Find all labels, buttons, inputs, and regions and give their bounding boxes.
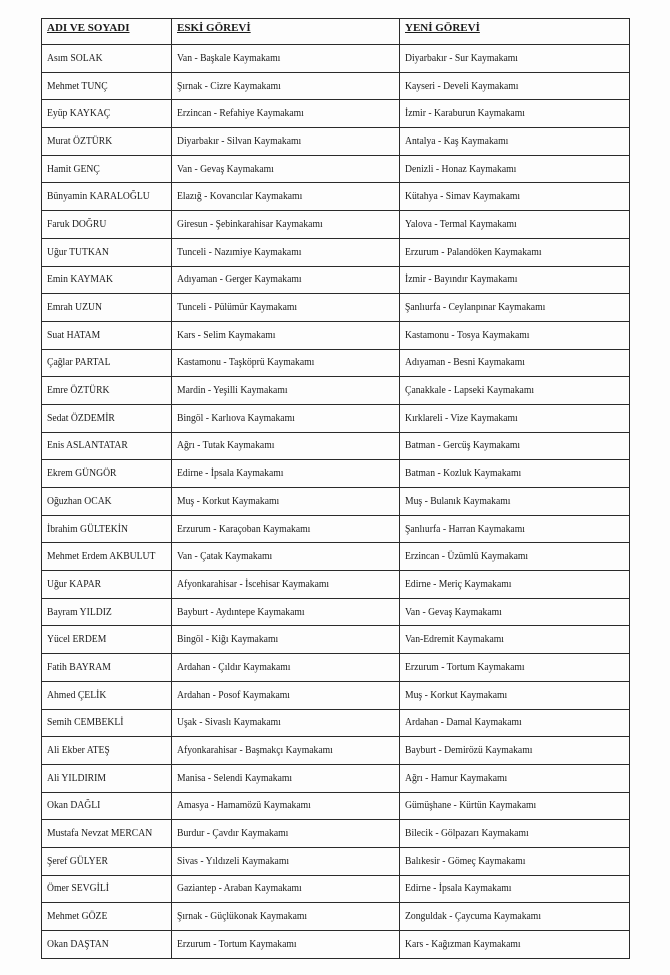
table-row [42,432,630,460]
cell-name [42,238,172,266]
cell-old-post-text: Ardahan - Posof Kaymakamı [177,689,290,701]
cell-new-post-text: Batman - Gercüş Kaymakamı [405,440,521,452]
cell-old-post-text: Kastamonu - Taşköprü Kaymakamı [177,357,315,369]
table-header-row [42,19,630,45]
table-row [42,626,630,654]
cell-old-post [172,792,400,820]
cell-old-post [172,654,400,682]
cell-new-post [400,432,630,460]
cell-old-post [172,183,400,211]
cell-name [42,460,172,488]
cell-old-post [172,349,400,377]
cell-old-post-text: Erzincan - Refahiye Kaymakamı [177,108,304,120]
cell-old-post-text: Tunceli - Nazımiye Kaymakamı [177,246,302,258]
header-name: ADI VE SOYADI [42,19,172,45]
cell-old-post-text: Amasya - Hamamözü Kaymakamı [177,800,311,812]
cell-name [42,681,172,709]
cell-old-post-text: Manisa - Selendi Kaymakamı [177,772,293,784]
cell-new-post [400,875,630,903]
cell-name-text: Uğur TUTKAN [47,246,109,258]
cell-new-post-text: Edirne - Meriç Kaymakamı [405,578,512,590]
cell-new-post [400,349,630,377]
cell-old-post-text: Afyonkarahisar - Başmakçı Kaymakamı [177,745,333,757]
cell-new-post [400,155,630,183]
table-row [42,598,630,626]
cell-new-post-text: Edirne - İpsala Kaymakamı [405,883,512,895]
cell-name-text: Eyüp KAYKAÇ [47,108,111,120]
table-row [42,792,630,820]
cell-new-post-text: Denizli - Honaz Kaymakamı [405,163,517,175]
cell-new-post-text: Zonguldak - Çaycuma Kaymakamı [405,911,542,923]
cell-new-post-text: Bilecik - Gölpazarı Kaymakamı [405,828,529,840]
cell-new-post [400,488,630,516]
cell-name [42,432,172,460]
cell-new-post [400,571,630,599]
cell-old-post [172,515,400,543]
cell-name [42,654,172,682]
table-row [42,155,630,183]
cell-name-text: Uğur KAPAR [47,578,102,590]
cell-old-post [172,571,400,599]
cell-name [42,737,172,765]
cell-new-post [400,737,630,765]
cell-new-post [400,847,630,875]
cell-new-post [400,709,630,737]
table-row [42,72,630,100]
table-row [42,875,630,903]
cell-old-post-text: Burdur - Çavdır Kaymakamı [177,828,289,840]
cell-new-post [400,626,630,654]
cell-old-post [172,709,400,737]
cell-old-post-text: Uşak - Sivaslı Kaymakamı [177,717,281,729]
table-row [42,211,630,239]
cell-name-text: Ahmed ÇELİK [47,689,107,701]
header-old-post: ESKİ GÖREVİ [172,19,400,45]
cell-new-post-text: Ardahan - Damal Kaymakamı [405,717,522,729]
cell-name-text: Ekrem GÜNGÖR [47,468,117,480]
table-row [42,847,630,875]
cell-old-post [172,432,400,460]
cell-old-post-text: Bayburt - Aydıntepe Kaymakamı [177,606,305,618]
cell-old-post [172,764,400,792]
cell-old-post-text: Ağrı - Tutak Kaymakamı [177,440,275,452]
cell-name-text: Faruk DOĞRU [47,218,107,230]
cell-new-post-text: Kırklareli - Vize Kaymakamı [405,412,518,424]
cell-new-post-text: Antalya - Kaş Kaymakamı [405,135,509,147]
cell-new-post-text: Erzurum - Palandöken Kaymakamı [405,246,542,258]
cell-old-post-text: Tunceli - Pülümür Kaymakamı [177,302,298,314]
cell-new-post-text: Çanakkale - Lapseki Kaymakamı [405,385,535,397]
cell-old-post [172,72,400,100]
cell-new-post [400,543,630,571]
cell-new-post [400,294,630,322]
cell-new-post-text: Kars - Kağızman Kaymakamı [405,938,521,950]
cell-old-post [172,460,400,488]
cell-name [42,72,172,100]
table-body [42,45,630,959]
table-row [42,820,630,848]
cell-new-post [400,681,630,709]
cell-name [42,377,172,405]
cell-name [42,847,172,875]
cell-old-post [172,626,400,654]
cell-name-text: İbrahim GÜLTEKİN [47,523,128,535]
cell-old-post-text: Afyonkarahisar - İscehisar Kaymakamı [177,578,330,590]
cell-name-text: Bayram YILDIZ [47,606,112,618]
cell-new-post [400,266,630,294]
cell-name-text: Mustafa Nevzat MERCAN [47,828,153,840]
cell-new-post [400,515,630,543]
cell-new-post [400,183,630,211]
cell-new-post-text: Muş - Bulanık Kaymakamı [405,495,511,507]
cell-name [42,45,172,73]
cell-old-post-text: Mardin - Yeşilli Kaymakamı [177,385,288,397]
cell-new-post [400,128,630,156]
cell-name [42,100,172,128]
cell-new-post-text: Diyarbakır - Sur Kaymakamı [405,52,518,64]
table-row [42,128,630,156]
cell-name-text: Ali Ekber ATEŞ [47,745,110,757]
cell-old-post-text: Elazığ - Kovancılar Kaymakamı [177,191,303,203]
cell-old-post [172,266,400,294]
cell-name [42,543,172,571]
cell-old-post [172,875,400,903]
cell-old-post [172,488,400,516]
cell-old-post-text: Bingöl - Kiğı Kaymakamı [177,634,279,646]
cell-name-text: Okan DAĞLI [47,800,101,812]
cell-old-post [172,404,400,432]
cell-name [42,183,172,211]
cell-old-post [172,543,400,571]
table-row [42,266,630,294]
cell-new-post-text: Erzincan - Üzümlü Kaymakamı [405,551,529,563]
cell-name-text: Bünyamin KARALOĞLU [47,191,150,203]
cell-old-post-text: Giresun - Şebinkarahisar Kaymakamı [177,218,323,230]
cell-name [42,211,172,239]
cell-name [42,266,172,294]
cell-name [42,709,172,737]
cell-new-post [400,211,630,239]
table-row [42,294,630,322]
cell-new-post [400,764,630,792]
cell-old-post-text: Diyarbakır - Silvan Kaymakamı [177,135,302,147]
cell-new-post [400,72,630,100]
table-row [42,709,630,737]
cell-new-post [400,820,630,848]
cell-name-text: Semih CEMBEKLİ [47,717,124,729]
cell-name-text: Emrah UZUN [47,302,102,314]
cell-name-text: Fatih BAYRAM [47,661,111,673]
cell-old-post-text: Erzurum - Karaçoban Kaymakamı [177,523,311,535]
cell-name-text: Mehmet GÖZE [47,911,108,923]
cell-old-post-text: Bingöl - Karlıova Kaymakamı [177,412,295,424]
cell-name [42,875,172,903]
table-row [42,321,630,349]
cell-new-post-text: Muş - Korkut Kaymakamı [405,689,508,701]
cell-new-post-text: Ağrı - Hamur Kaymakamı [405,772,508,784]
cell-new-post [400,404,630,432]
table-row [42,764,630,792]
cell-old-post-text: Erzurum - Tortum Kaymakamı [177,938,297,950]
cell-name [42,155,172,183]
cell-new-post-text: İzmir - Bayındır Kaymakamı [405,274,518,286]
cell-name [42,321,172,349]
cell-old-post-text: Sivas - Yıldızeli Kaymakamı [177,855,290,867]
cell-name-text: Oğuzhan OCAK [47,495,112,507]
cell-old-post-text: Gaziantep - Araban Kaymakamı [177,883,302,895]
cell-new-post [400,792,630,820]
cell-new-post-text: Kastamonu - Tosya Kaymakamı [405,329,530,341]
table-row [42,45,630,73]
cell-old-post-text: Van - Başkale Kaymakamı [177,52,281,64]
cell-old-post-text: Ardahan - Çıldır Kaymakamı [177,661,291,673]
cell-name-text: Sedat ÖZDEMİR [47,412,115,424]
cell-new-post-text: İzmir - Karaburun Kaymakamı [405,108,525,120]
cell-new-post [400,100,630,128]
cell-old-post-text: Van - Çatak Kaymakamı [177,551,273,563]
cell-old-post [172,377,400,405]
cell-name [42,931,172,959]
cell-name-text: Suat HATAM [47,329,101,341]
cell-new-post-text: Van-Edremit Kaymakamı [405,634,504,646]
header-new-post: YENİ GÖREVİ [400,19,630,45]
table-row [42,903,630,931]
cell-new-post [400,377,630,405]
table-row [42,349,630,377]
cell-name-text: Emre ÖZTÜRK [47,385,110,397]
cell-name-text: Mehmet TUNÇ [47,80,108,92]
cell-new-post-text: Van - Gevaş Kaymakamı [405,606,502,618]
cell-old-post-text: Van - Gevaş Kaymakamı [177,163,274,175]
cell-new-post [400,654,630,682]
cell-old-post [172,820,400,848]
cell-old-post [172,321,400,349]
cell-name [42,792,172,820]
cell-name [42,128,172,156]
cell-name [42,571,172,599]
cell-name-text: Asım SOLAK [47,52,103,64]
cell-old-post [172,903,400,931]
cell-new-post-text: Batman - Kozluk Kaymakamı [405,468,522,480]
cell-name-text: Şeref GÜLYER [47,855,109,867]
table-row [42,654,630,682]
cell-name-text: Ali YILDIRIM [47,772,106,784]
table-row [42,571,630,599]
cell-old-post [172,128,400,156]
cell-new-post-text: Adıyaman - Besni Kaymakamı [405,357,525,369]
cell-name-text: Enis ASLANTATAR [47,440,128,452]
table-row [42,377,630,405]
table-row [42,515,630,543]
table-row [42,737,630,765]
table-row [42,238,630,266]
cell-old-post [172,155,400,183]
cell-name [42,294,172,322]
cell-old-post [172,45,400,73]
cell-name [42,515,172,543]
cell-old-post [172,100,400,128]
cell-old-post [172,847,400,875]
cell-new-post-text: Kütahya - Simav Kaymakamı [405,191,521,203]
cell-old-post-text: Şırnak - Cizre Kaymakamı [177,80,281,92]
table-row [42,404,630,432]
cell-old-post [172,211,400,239]
cell-new-post-text: Yalova - Termal Kaymakamı [405,218,517,230]
cell-new-post-text: Şanlıurfa - Ceylanpınar Kaymakamı [405,302,546,314]
cell-name-text: Hamit GENÇ [47,163,100,175]
cell-new-post [400,321,630,349]
cell-old-post-text: Kars - Selim Kaymakamı [177,329,276,341]
cell-new-post-text: Erzurum - Tortum Kaymakamı [405,661,525,673]
cell-old-post [172,598,400,626]
cell-new-post [400,598,630,626]
cell-new-post-text: Kayseri - Develi Kaymakamı [405,80,519,92]
cell-new-post [400,238,630,266]
table-row [42,100,630,128]
cell-name [42,404,172,432]
cell-old-post [172,238,400,266]
cell-old-post [172,294,400,322]
cell-new-post-text: Gümüşhane - Kürtün Kaymakamı [405,800,537,812]
table-row [42,931,630,959]
cell-name [42,349,172,377]
cell-name-text: Ömer SEVGİLİ [47,883,109,895]
cell-old-post [172,681,400,709]
table-row [42,488,630,516]
cell-old-post [172,737,400,765]
cell-name [42,626,172,654]
cell-name-text: Yücel ERDEM [47,634,107,646]
cell-old-post-text: Muş - Korkut Kaymakamı [177,495,280,507]
cell-old-post-text: Şırnak - Güçlükonak Kaymakamı [177,911,308,923]
cell-name [42,820,172,848]
cell-new-post [400,931,630,959]
cell-new-post [400,460,630,488]
cell-new-post-text: Şanlıurfa - Harran Kaymakamı [405,523,525,535]
table-row [42,543,630,571]
table-row [42,460,630,488]
cell-name [42,903,172,931]
cell-name [42,764,172,792]
table-row [42,681,630,709]
cell-new-post-text: Balıkesir - Gömeç Kaymakamı [405,855,526,867]
cell-new-post [400,903,630,931]
cell-name-text: Murat ÖZTÜRK [47,135,113,147]
appointments-table [41,18,630,959]
cell-name-text: Çağlar PARTAL [47,357,111,369]
cell-old-post [172,931,400,959]
cell-name-text: Okan DAŞTAN [47,938,109,950]
cell-old-post-text: Edirne - İpsala Kaymakamı [177,468,284,480]
cell-new-post [400,45,630,73]
cell-name-text: Mehmet Erdem AKBULUT [47,551,156,563]
cell-name [42,488,172,516]
cell-name-text: Emin KAYMAK [47,274,113,286]
table-row [42,183,630,211]
cell-old-post-text: Adıyaman - Gerger Kaymakamı [177,274,302,286]
cell-name [42,598,172,626]
cell-new-post-text: Bayburt - Demirözü Kaymakamı [405,745,533,757]
